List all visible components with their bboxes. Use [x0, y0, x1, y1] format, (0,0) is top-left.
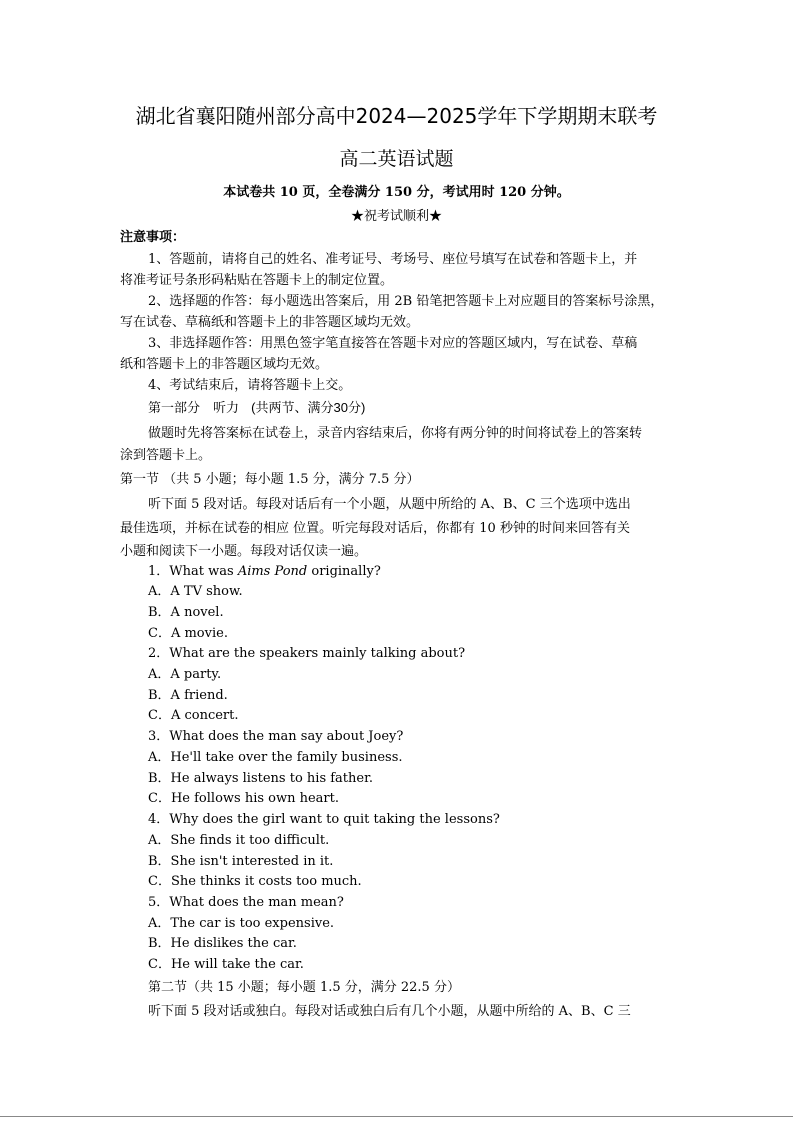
stem-text: What was: [169, 564, 238, 579]
exam-subtitle: 高二英语试题: [339, 148, 454, 170]
question-stem: [148, 563, 381, 581]
answer-option: B．She isn't interested in it.: [148, 854, 334, 869]
section2-heading: 第二节（共 15 小题；每小题 1.5 分，满分 22.5 分）: [148, 980, 460, 995]
exam-title: 湖北省襄阳随州部分高中2024—2025学年下学期期末联考: [135, 104, 658, 128]
stem-text: originally?: [307, 564, 381, 579]
section1-desc: 最佳选项，并标在试卷的相应 位置。听完每段对话后，你都有 10 秒钟的时间来回答有关: [120, 521, 630, 536]
answer-option: C．He will take the car.: [148, 957, 304, 972]
notes-heading: 注意事项：: [120, 230, 186, 245]
answer-option: C．A concert.: [148, 708, 239, 723]
answer-option: A．The car is too expensive.: [148, 916, 335, 931]
answer-option: A．She finds it too difficult.: [148, 833, 330, 848]
exam-wish: ★祝考试顺利★: [350, 209, 442, 224]
question-number: 4．: [148, 812, 170, 827]
exam-meta: 本试卷共 10 页，全卷满分 150 分，考试用时 120 分钟。: [223, 185, 570, 200]
note-line: 3、非选择题作答：用黑色签字笔直接答在答题卡对应的答题区域内，写在试卷、草稿: [148, 336, 638, 351]
answer-option: C．A movie.: [148, 626, 228, 641]
question-number: 3．: [148, 729, 170, 744]
part1-points: (共两节、满分30分): [251, 400, 366, 415]
question-number: 1．: [148, 564, 170, 579]
section2-desc: 听下面 5 段对话或独白。每段对话或独白后有几个小题，从题中所给的 A、B、C 三: [148, 1004, 631, 1019]
note-line: 将准考证号条形码粘贴在答题卡上的制定位置。: [120, 273, 394, 288]
note-line: 4、考试结束后，请将答题卡上交。: [148, 378, 352, 393]
answer-option: C．He follows his own heart.: [148, 791, 340, 806]
question-number: 2．: [148, 646, 170, 661]
answer-option: C．She thinks it costs too much.: [148, 874, 362, 889]
section1-desc: 听下面 5 段对话。每段对话后有一个小题，从题中所给的 A、B、C 三个选项中选出: [148, 497, 631, 512]
question-stem: [148, 728, 403, 746]
question-number: 5．: [148, 895, 170, 910]
note-line: 1、答题前，请将自己的姓名、准考证号、考场号、座位号填写在试卷和答题卡上，并: [148, 252, 638, 267]
note-line: 2、选择题的作答：每小题选出答案后，用 2B 铅笔把答题卡上对应题目的答案标号涂黑，: [148, 294, 664, 309]
answer-option: A．A party.: [148, 667, 222, 682]
stem-text: What does the man say about Joey?: [169, 729, 404, 744]
stem-text: What are the speakers mainly talking about?: [169, 646, 466, 661]
stem-text: Why does the girl want to quit taking the lessons?: [169, 812, 500, 827]
question-stem: [148, 645, 465, 663]
page-bottom-divider: [0, 1116, 793, 1117]
note-line: 写在试卷、草稿纸和答题卡上的非答题区域均无效。: [120, 315, 420, 330]
part1-intro: 做题时先将答案标在试卷上，录音内容结束后，你将有两分钟的时间将试卷上的答案转: [148, 426, 643, 441]
part1-heading: [148, 399, 365, 418]
part1-intro: 涂到答题卡上。: [120, 448, 212, 463]
answer-option: B．He always listens to his father.: [148, 771, 374, 786]
answer-option: B．A friend.: [148, 688, 228, 703]
question-stem: [148, 811, 500, 829]
part1-label: 第一部分 听力: [148, 401, 240, 416]
section1-desc: 小题和阅读下一小题。每段对话仅读一遍。: [120, 544, 368, 559]
answer-option: A．He'll take over the family business.: [148, 750, 403, 765]
answer-option: A．A TV show.: [148, 584, 243, 599]
stem-text: What does the man mean?: [169, 895, 344, 910]
stem-emphasis: Aims Pond: [237, 564, 308, 579]
note-line: 纸和答题卡上的非答题区域均无效。: [120, 357, 329, 372]
answer-option: B．He dislikes the car.: [148, 936, 297, 951]
answer-option: B．A novel.: [148, 605, 224, 620]
section1-heading: 第一节 （共 5 小题；每小题 1.5 分，满分 7.5 分）: [120, 472, 420, 487]
question-stem: [148, 894, 344, 912]
